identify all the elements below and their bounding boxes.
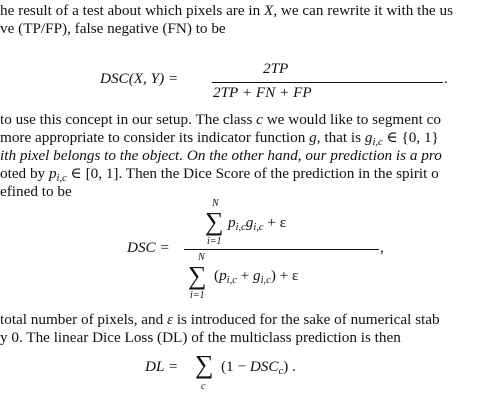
fraction-bar — [212, 82, 443, 83]
equation-numerator: 2TP — [263, 60, 289, 77]
text-run: + — [236, 267, 254, 284]
math-variable: p — [219, 267, 227, 284]
math-variable: ε — [167, 311, 174, 328]
math-subscript: i,c — [372, 137, 383, 148]
math-variable: DSC — [249, 358, 279, 375]
text-run: is introduced for the sake of numerical stab — [173, 311, 440, 328]
summation-symbol: ∑ — [195, 350, 214, 379]
text-run: , that is — [316, 129, 365, 146]
sum-lower-limit: i=1 — [207, 236, 222, 247]
text-run: we would like to segment co — [262, 111, 441, 128]
math-subscript: c — [278, 366, 284, 377]
summation-symbol: ∑ — [188, 261, 207, 290]
text-run: ( — [214, 267, 220, 284]
math-variable: p — [48, 165, 57, 182]
math-subscript: i,c — [253, 222, 264, 233]
text-run: total number of pixels, and — [0, 311, 168, 328]
equation-end: . — [444, 70, 448, 87]
paragraph-2-line-3: ith pixel belongs to the object. On the other hand, our prediction is a pro — [0, 147, 442, 164]
math-variable: X — [264, 2, 274, 19]
text-run: ∈ {0, 1} — [382, 129, 439, 146]
equation-dsc-definition — [100, 60, 448, 104]
text-run: , we can rewrite it with the us — [273, 2, 453, 19]
equation-lhs: DSC = — [127, 239, 170, 256]
denominator-term — [214, 267, 298, 285]
paragraph-1-line-1 — [0, 2, 453, 20]
sum-lower-limit: c — [201, 381, 206, 392]
text-run: he result of a test about which pixels are in — [0, 2, 265, 19]
paragraph-2-line-4 — [0, 165, 439, 185]
equation-lhs: DL = — [145, 358, 179, 375]
math-subscript: i,c — [260, 275, 271, 286]
sum-upper-limit: N — [212, 198, 219, 209]
numerator-term — [228, 214, 286, 232]
equation-dice-loss — [145, 350, 345, 400]
sum-lower-limit: i=1 — [190, 290, 205, 301]
equation-denominator: 2TP + FN + FP — [213, 84, 312, 101]
math-variable: p — [228, 214, 236, 231]
text-run: to use this concept in our setup. The class — [0, 111, 257, 128]
paragraph-1-line-2: ve (TP/FP), false negative (FN) to be — [0, 20, 226, 37]
math-subscript: i,c — [235, 222, 246, 233]
math-variable: g — [253, 267, 261, 284]
sum-upper-limit: N — [198, 252, 205, 263]
text-run: (1 − — [221, 358, 250, 375]
loss-term — [221, 358, 296, 376]
math-variable: g — [309, 129, 317, 146]
text-run: ) . — [283, 358, 296, 375]
text-run: + ε — [263, 214, 287, 231]
equation-dice-score — [120, 196, 384, 306]
paragraph-2-line-1 — [0, 111, 441, 129]
fraction-bar — [184, 249, 379, 250]
math-variable: c — [256, 111, 263, 128]
text-run: ) + ε — [270, 267, 299, 284]
math-variable: g — [364, 129, 373, 146]
math-variable: g — [245, 214, 254, 231]
equation-lhs: DSC(X, Y) = — [100, 70, 179, 87]
math-subscript: i,c — [56, 173, 67, 184]
paragraph-3-line-2: y 0. The linear Dice Loss (DL) of the multiclass prediction is then — [0, 329, 401, 346]
paragraph-2-line-2 — [0, 129, 439, 149]
paragraph-3-line-1 — [0, 311, 440, 329]
equation-end: , — [380, 239, 384, 256]
summation-symbol: ∑ — [205, 207, 224, 236]
paragraph-2-line-5: efined to be — [0, 183, 72, 200]
text-run: ∈ [0, 1]. Then the Dice Score of the prediction in the spirit o — [66, 165, 439, 182]
math-subscript: i,c — [226, 275, 237, 286]
text-run: more appropriate to consider its indicator function — [0, 129, 310, 146]
text-run: oted by — [0, 165, 49, 182]
